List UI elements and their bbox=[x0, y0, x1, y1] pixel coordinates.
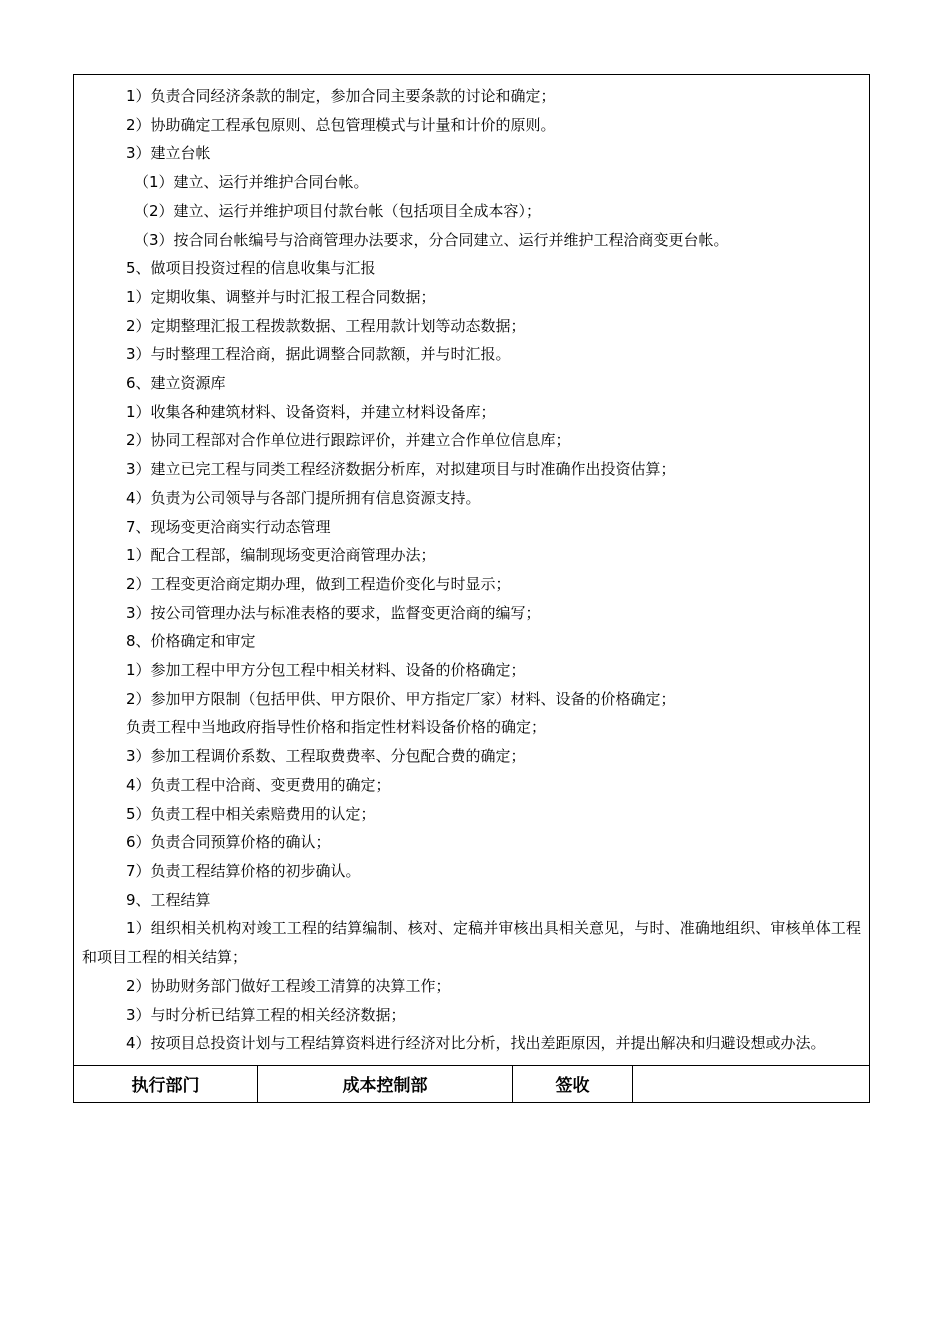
text-line: 2）工程变更洽商定期办理，做到工程造价变化与时显示； bbox=[126, 574, 511, 593]
section-heading: 6、建立资源库 bbox=[126, 374, 226, 393]
text-paragraph: 4）按项目总投资计划与工程结算资料进行经济对比分析，找出差距原因，并提出解决和归避设想或办法。 bbox=[126, 1034, 826, 1053]
text-line: 7）负责工程结算价格的初步确认。 bbox=[126, 861, 361, 880]
text-line: 1）负责合同经济条款的制定，参加合同主要条款的讨论和确定； bbox=[126, 87, 556, 105]
text-line: 1）收集各种建筑材料、设备资料，并建立材料设备库； bbox=[126, 402, 496, 421]
sign-label-cell: 签收 bbox=[513, 1065, 633, 1102]
text-line: 1）参加工程中甲方分包工程中相关材料、设备的价格确定； bbox=[126, 661, 526, 680]
document-table bbox=[73, 74, 870, 1103]
dept-label-cell: 执行部门 bbox=[74, 1065, 258, 1102]
text-line: 2）参加甲方限制（包括甲供、甲方限价、甲方指定厂家）材料、设备的价格确定； bbox=[126, 689, 676, 708]
text-line: 4）负责为公司领导与各部门提所拥有信息资源支持。 bbox=[126, 488, 481, 507]
text-line: 3）按公司管理办法与标准表格的要求，监督变更洽商的编写； bbox=[126, 603, 541, 622]
text-line: （2）建立、运行并维护项目付款台帐（包括项目全成本容）； bbox=[134, 201, 542, 220]
content-row bbox=[74, 75, 870, 1066]
text-line: 3）与时分析已结算工程的相关经济数据； bbox=[126, 1005, 406, 1024]
text-line: 2）定期整理汇报工程拨款数据、工程用款计划等动态数据； bbox=[126, 316, 526, 335]
text-line: 3）建立已完工程与同类工程经济数据分析库，对拟建项目与时准确作出投资估算； bbox=[126, 460, 676, 479]
text-paragraph: 1）组织相关机构对竣工工程的结算编制、核对、定稿并审核出具相关意见，与时、准确地组织、审核单体工程和项目工程的相关结算； bbox=[82, 919, 861, 967]
text-line: 1）定期收集、调整并与时汇报工程合同数据； bbox=[126, 287, 436, 306]
section-heading: 9、工程结算 bbox=[126, 890, 211, 909]
text-line: 2）协助确定工程承包原则、总包管理模式与计量和计价的原则。 bbox=[126, 115, 556, 134]
section-heading: 5、做项目投资过程的信息收集与汇报 bbox=[126, 259, 376, 278]
text-line: （1）建立、运行并维护合同台帐。 bbox=[134, 173, 369, 192]
text-line: 3）参加工程调价系数、工程取费费率、分包配合费的确定； bbox=[126, 747, 526, 766]
text-line: 6）负责合同预算价格的确认； bbox=[126, 833, 331, 852]
sign-value-cell[interactable] bbox=[633, 1065, 870, 1102]
section-heading: 7、现场变更洽商实行动态管理 bbox=[126, 517, 331, 536]
text-line: 2）协同工程部对合作单位进行跟踪评价，并建立合作单位信息库； bbox=[126, 431, 571, 450]
text-line: 4）负责工程中洽商、变更费用的确定； bbox=[126, 775, 391, 794]
text-line: 3）与时整理工程洽商，据此调整合同款额，并与时汇报。 bbox=[126, 345, 511, 364]
text-line: 3）建立台帐 bbox=[126, 144, 211, 163]
section-heading: 8、价格确定和审定 bbox=[126, 632, 256, 651]
dept-value-cell: 成本控制部 bbox=[258, 1065, 513, 1102]
content-cell bbox=[74, 75, 870, 1066]
footer-row bbox=[74, 1065, 870, 1102]
text-line: （3）按合同台帐编号与洽商管理办法要求，分合同建立、运行并维护工程洽商变更台帐。 bbox=[134, 230, 729, 249]
text-line: 1）配合工程部，编制现场变更洽商管理办法； bbox=[126, 546, 436, 565]
text-line: 5）负责工程中相关索赔费用的认定； bbox=[126, 804, 376, 823]
text-line: 负责工程中当地政府指导性价格和指定性材料设备价格的确定； bbox=[126, 718, 547, 737]
text-line: 2）协助财务部门做好工程竣工清算的决算工作； bbox=[126, 976, 451, 995]
